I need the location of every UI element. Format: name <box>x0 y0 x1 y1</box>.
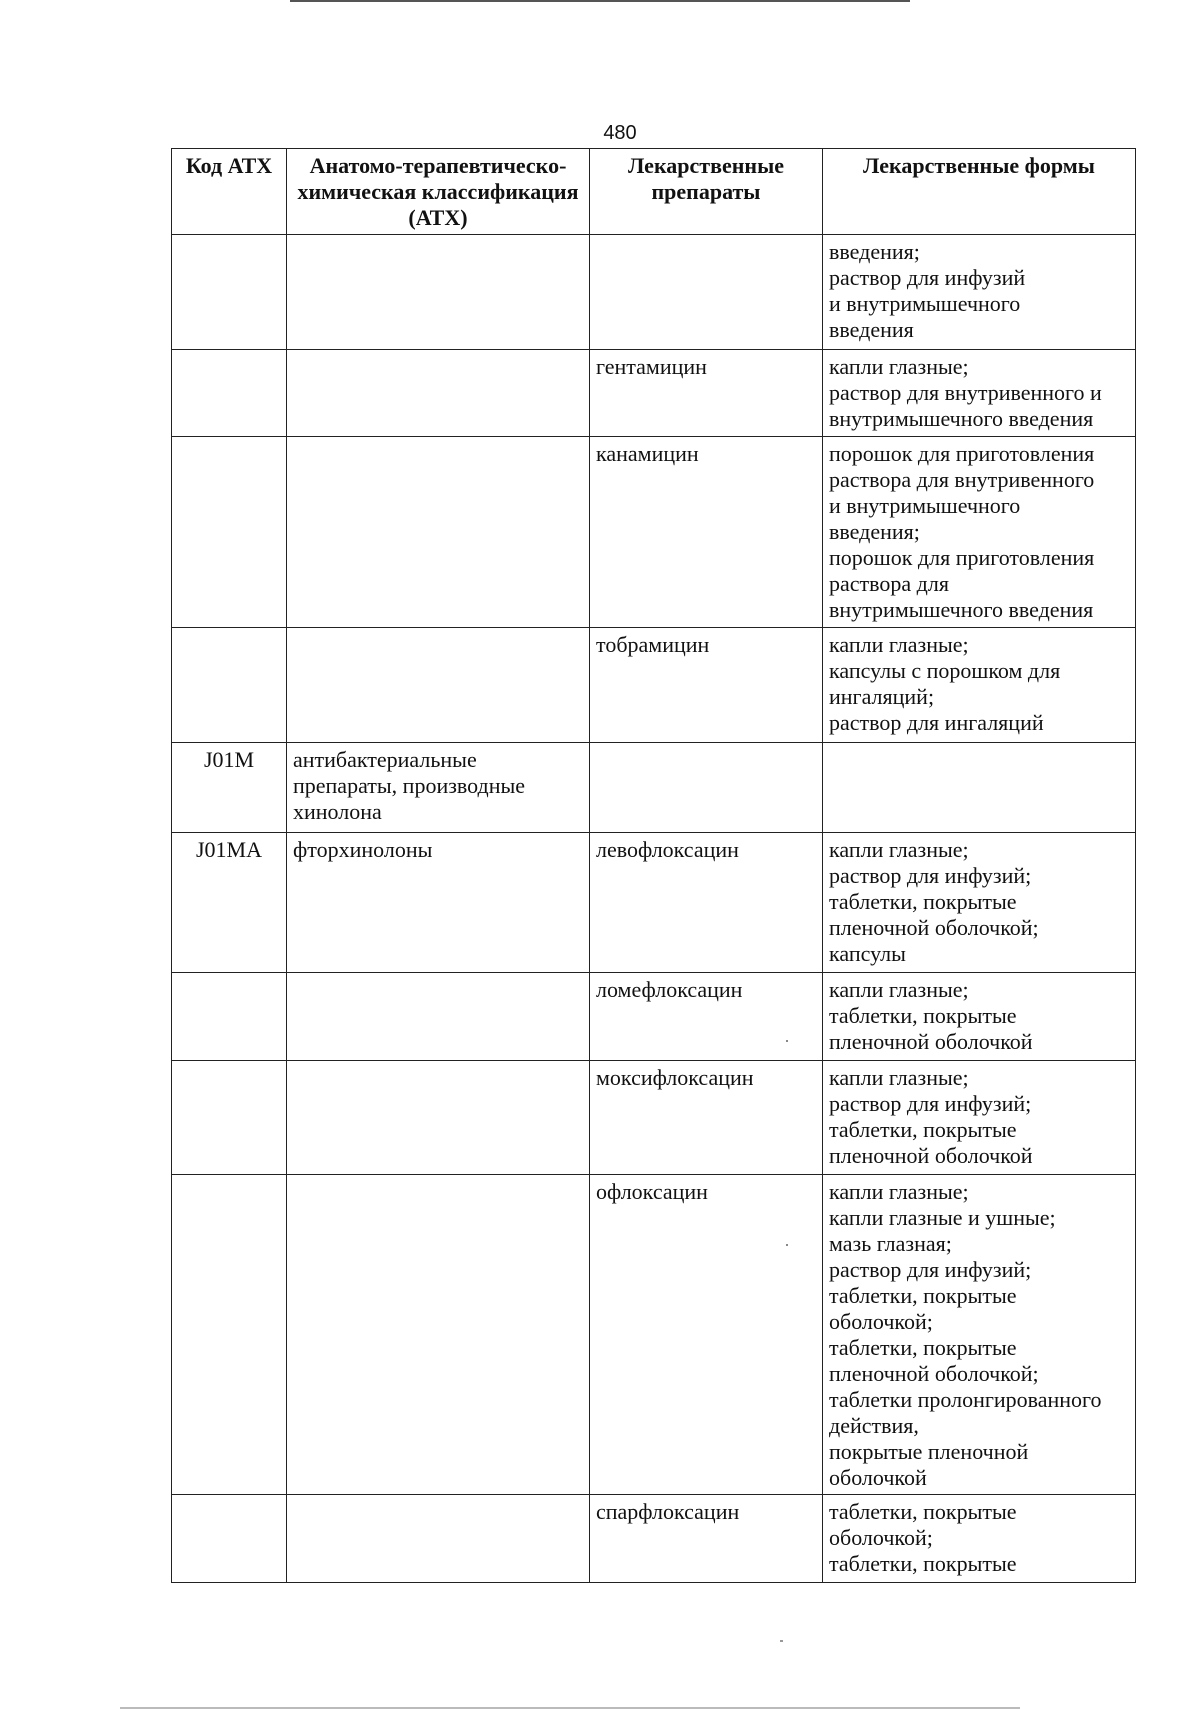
drug-cell: спарфлоксацин <box>590 1495 823 1583</box>
classification-cell <box>287 350 590 437</box>
forms-cell <box>823 1061 1136 1175</box>
form-line: раствора для <box>829 571 949 596</box>
form-line: раствор для инфузий; <box>829 1091 1032 1116</box>
form-line: внутримышечного введения <box>829 597 1094 622</box>
drug-cell <box>590 235 823 350</box>
page-number: 480 <box>603 122 637 144</box>
form-line: порошок для приготовления <box>829 441 1095 466</box>
table-row <box>172 973 1136 1061</box>
form-line: капли глазные и ушные; <box>829 1205 1056 1230</box>
form-line: капсулы с порошком для <box>829 658 1061 683</box>
code-cell <box>172 235 287 350</box>
table-row <box>172 743 1136 833</box>
form-line: и внутримышечного <box>829 291 1021 316</box>
forms-cell <box>823 437 1136 628</box>
classification-cell <box>287 1061 590 1175</box>
top-rule <box>290 0 910 2</box>
scan-speck <box>780 1640 783 1642</box>
form-line: раствор для внутривенного и <box>829 380 1102 405</box>
form-line: ингаляций; <box>829 684 935 709</box>
form-line: раствор для инфузий; <box>829 1257 1032 1282</box>
code-cell <box>172 1061 287 1175</box>
code-cell <box>172 1175 287 1495</box>
classification-cell <box>287 1175 590 1495</box>
form-line: таблетки, покрытые <box>829 1499 1017 1524</box>
form-line: таблетки, покрытые <box>829 889 1017 914</box>
form-line: раствора для внутривенного <box>829 467 1095 492</box>
form-line: мазь глазная; <box>829 1231 952 1256</box>
table-row <box>172 833 1136 973</box>
form-line: капли глазные; <box>829 1065 969 1090</box>
form-line: таблетки, покрытые <box>829 1117 1017 1142</box>
form-line: действия, <box>829 1413 919 1438</box>
form-line: таблетки, покрытые <box>829 1003 1017 1028</box>
drug-cell: ломефлоксацин <box>590 973 823 1061</box>
classification-cell: антибактериальные препараты, производные хинолона <box>287 743 590 833</box>
table-row <box>172 350 1136 437</box>
form-line: внутримышечного введения <box>829 406 1094 431</box>
drug-cell: тобрамицин <box>590 628 823 743</box>
form-line: пленочной оболочкой <box>829 1143 1033 1168</box>
form-line: пленочной оболочкой <box>829 1029 1033 1054</box>
form-line: раствор для ингаляций <box>829 710 1044 735</box>
code-cell <box>172 437 287 628</box>
classification-cell <box>287 235 590 350</box>
table-row <box>172 235 1136 350</box>
form-line: капли глазные; <box>829 354 969 379</box>
forms-cell <box>823 973 1136 1061</box>
form-line: капли глазные; <box>829 632 969 657</box>
form-line: капли глазные; <box>829 977 969 1002</box>
form-line: введения <box>829 317 914 342</box>
form-line: раствор для инфузий <box>829 265 1026 290</box>
form-line: пленочной оболочкой; <box>829 1361 1039 1386</box>
drug-cell: канамицин <box>590 437 823 628</box>
form-line: капли глазные; <box>829 1179 969 1204</box>
form-line: таблетки пролонгированного <box>829 1387 1102 1412</box>
header-code: Код АТХ <box>172 149 287 235</box>
form-line: порошок для приготовления <box>829 545 1095 570</box>
code-cell <box>172 350 287 437</box>
code-cell <box>172 973 287 1061</box>
form-line: оболочкой <box>829 1465 927 1490</box>
code-cell <box>172 628 287 743</box>
form-line: и внутримышечного <box>829 493 1021 518</box>
table-header-row <box>172 149 1136 235</box>
table-row <box>172 1495 1136 1583</box>
form-line: введения; <box>829 519 920 544</box>
bottom-rule <box>120 1707 1020 1709</box>
header-drugs: Лекарственные препараты <box>590 149 823 235</box>
form-line: раствор для инфузий; <box>829 863 1032 888</box>
header-classification: Анатомо-терапевтическо-химическая классификация (АТХ) <box>287 149 590 235</box>
forms-cell <box>823 628 1136 743</box>
classification-cell <box>287 628 590 743</box>
classification-cell: фторхинолоны <box>287 833 590 973</box>
forms-cell <box>823 1175 1136 1495</box>
table-row <box>172 1175 1136 1495</box>
drug-cell: офлоксацин <box>590 1175 823 1495</box>
scan-speck <box>786 1040 788 1042</box>
scan-speck <box>786 1244 788 1246</box>
drug-cell: моксифлоксацин <box>590 1061 823 1175</box>
atx-table <box>171 148 1136 1583</box>
form-line: таблетки, покрытые <box>829 1335 1017 1360</box>
code-cell: J01MA <box>172 833 287 973</box>
form-line: пленочной оболочкой; <box>829 915 1039 940</box>
form-line: оболочкой; <box>829 1309 933 1334</box>
table-row <box>172 1061 1136 1175</box>
form-line: капли глазные; <box>829 837 969 862</box>
form-line: покрытые пленочной <box>829 1439 1029 1464</box>
forms-cell <box>823 235 1136 350</box>
form-line: таблетки, покрытые <box>829 1551 1017 1576</box>
forms-cell <box>823 1495 1136 1583</box>
header-forms: Лекарственные формы <box>823 149 1136 235</box>
classification-cell <box>287 973 590 1061</box>
form-line: таблетки, покрытые <box>829 1283 1017 1308</box>
forms-cell <box>823 350 1136 437</box>
drug-cell: левофлоксацин <box>590 833 823 973</box>
form-line: введения; <box>829 239 920 264</box>
table-row <box>172 437 1136 628</box>
code-cell: J01M <box>172 743 287 833</box>
table-row <box>172 628 1136 743</box>
drug-cell: гентамицин <box>590 350 823 437</box>
classification-cell <box>287 437 590 628</box>
form-line: оболочкой; <box>829 1525 933 1550</box>
form-line: капсулы <box>829 941 906 966</box>
drug-cell <box>590 743 823 833</box>
forms-cell <box>823 743 1136 833</box>
code-cell <box>172 1495 287 1583</box>
classification-cell <box>287 1495 590 1583</box>
forms-cell <box>823 833 1136 973</box>
